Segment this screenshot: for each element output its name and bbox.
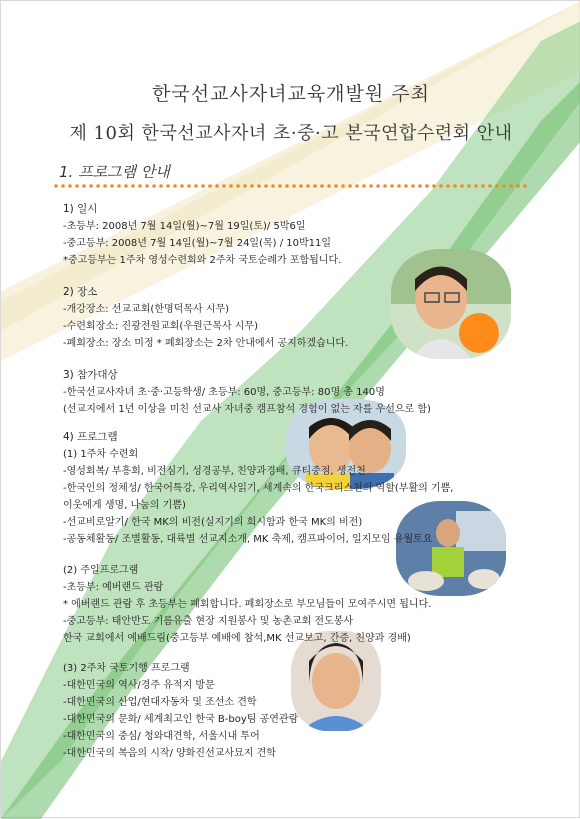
week1-heading: (1) 1주차 수련회 bbox=[63, 449, 139, 460]
week2-line: -대한민국의 산업/현대자동차 및 조선소 견학 bbox=[63, 697, 257, 708]
photo-boy-with-balloon bbox=[391, 249, 511, 359]
weekend-line: 한국 교회에서 예배드림(중고등부 예배에 참석,MK 선교보고, 간증, 친양과 경배) bbox=[63, 633, 411, 644]
week2-line: -대한민국의 문화/ 세계최고인 한국 B-boy팀 공연관람 bbox=[63, 714, 299, 725]
target-line: (선교지에서 1년 이상을 미친 선교사 자녀중 캠프참석 경험이 없는 자를 우선으로 함) bbox=[63, 404, 431, 415]
page-title-event: 제 10회 한국선교사자녀 초·중·고 본국연합수련회 안내 bbox=[69, 123, 513, 144]
week1-line: -선교비로알기/ 한국 MK의 비전(실지기의 희시함과 한국 MK의 비전) bbox=[63, 517, 363, 528]
target-heading: 3) 참가대상 bbox=[63, 369, 118, 381]
photo-girl-portrait bbox=[291, 631, 381, 731]
target-line: -한국선교사자녀 초·중·고등학생/ 초등부: 60명, 중고등부: 80명 총 140명 bbox=[63, 387, 385, 398]
place-line: -수련회장소: 진광전원교회(우원근목사 시무) bbox=[63, 321, 259, 332]
schedule-line: -중고등부: 2008년 7월 14일(월)~7월 24일(목) / 10박11일 bbox=[63, 238, 332, 249]
week2-heading: (3) 2주차 국토기행 프로그램 bbox=[63, 663, 190, 674]
program-heading: 4) 프로그램 bbox=[63, 431, 118, 443]
weekend-line: -중고등부: 태안반도 기름유출 현장 지원봉사 및 농촌교회 전도봉사 bbox=[63, 616, 354, 627]
photo-drum-activity bbox=[396, 501, 506, 596]
place-line: -폐회장소: 장소 미정 * 폐회장소는 2차 안내에서 공지하겠습니다. bbox=[63, 338, 349, 349]
schedule-heading: 1) 일시 bbox=[63, 203, 98, 215]
weekend-line: * 에버랜드 관람 후 초등부는 폐회합니다. 폐회장소로 부모님들이 모여주시면 됩니다. bbox=[63, 599, 432, 610]
week2-line: -대한민국의 복음의 시작/ 양화진선교사묘지 견학 bbox=[63, 748, 276, 759]
place-line: -개강장소: 선교교회(한명덕목사 시무) bbox=[63, 304, 230, 315]
schedule-line: *중고등부는 1주차 영성수련회와 2주차 국토순례가 포함됩니다. bbox=[63, 255, 342, 266]
place-heading: 2) 장소 bbox=[63, 286, 98, 298]
week1-line: -영성회복/ 부흥회, 비전심기, 성경공부, 친양과경배, 큐티중점, 생전천 bbox=[63, 466, 366, 477]
week1-line: 이웃에게 생명, 나눔의 기쁨) bbox=[63, 500, 186, 511]
week1-line: -공동체활동/ 조별활동, 대륙별 선교지소개, MK 축제, 캠프파이어, 일지모임 유월토요 bbox=[63, 534, 433, 545]
dotted-divider bbox=[53, 183, 533, 189]
schedule-line: -초등부: 2008년 7월 14일(월)~7월 19일(토)/ 5박6일 bbox=[63, 221, 306, 232]
page-title-organizer: 한국선교사자녀교육개발원 주최 bbox=[152, 83, 430, 105]
week1-line: -한국인의 정체성/ 한국어특강, 우리역사읽기, 세계속의 한국크리스천의 역할(부활의 기쁨, bbox=[63, 483, 454, 494]
week2-line: -대한민국의 역사/경주 유적지 방문 bbox=[63, 680, 215, 691]
week2-line: -대한민국의 중심/ 청와대견학, 서울시내 투어 bbox=[63, 731, 260, 742]
weekend-line: -초등부: 예버랜드 관람 bbox=[63, 582, 164, 593]
section-heading: 1. 프로그램 안내 bbox=[59, 163, 170, 181]
weekend-heading: (2) 주일프로그램 bbox=[63, 565, 139, 576]
